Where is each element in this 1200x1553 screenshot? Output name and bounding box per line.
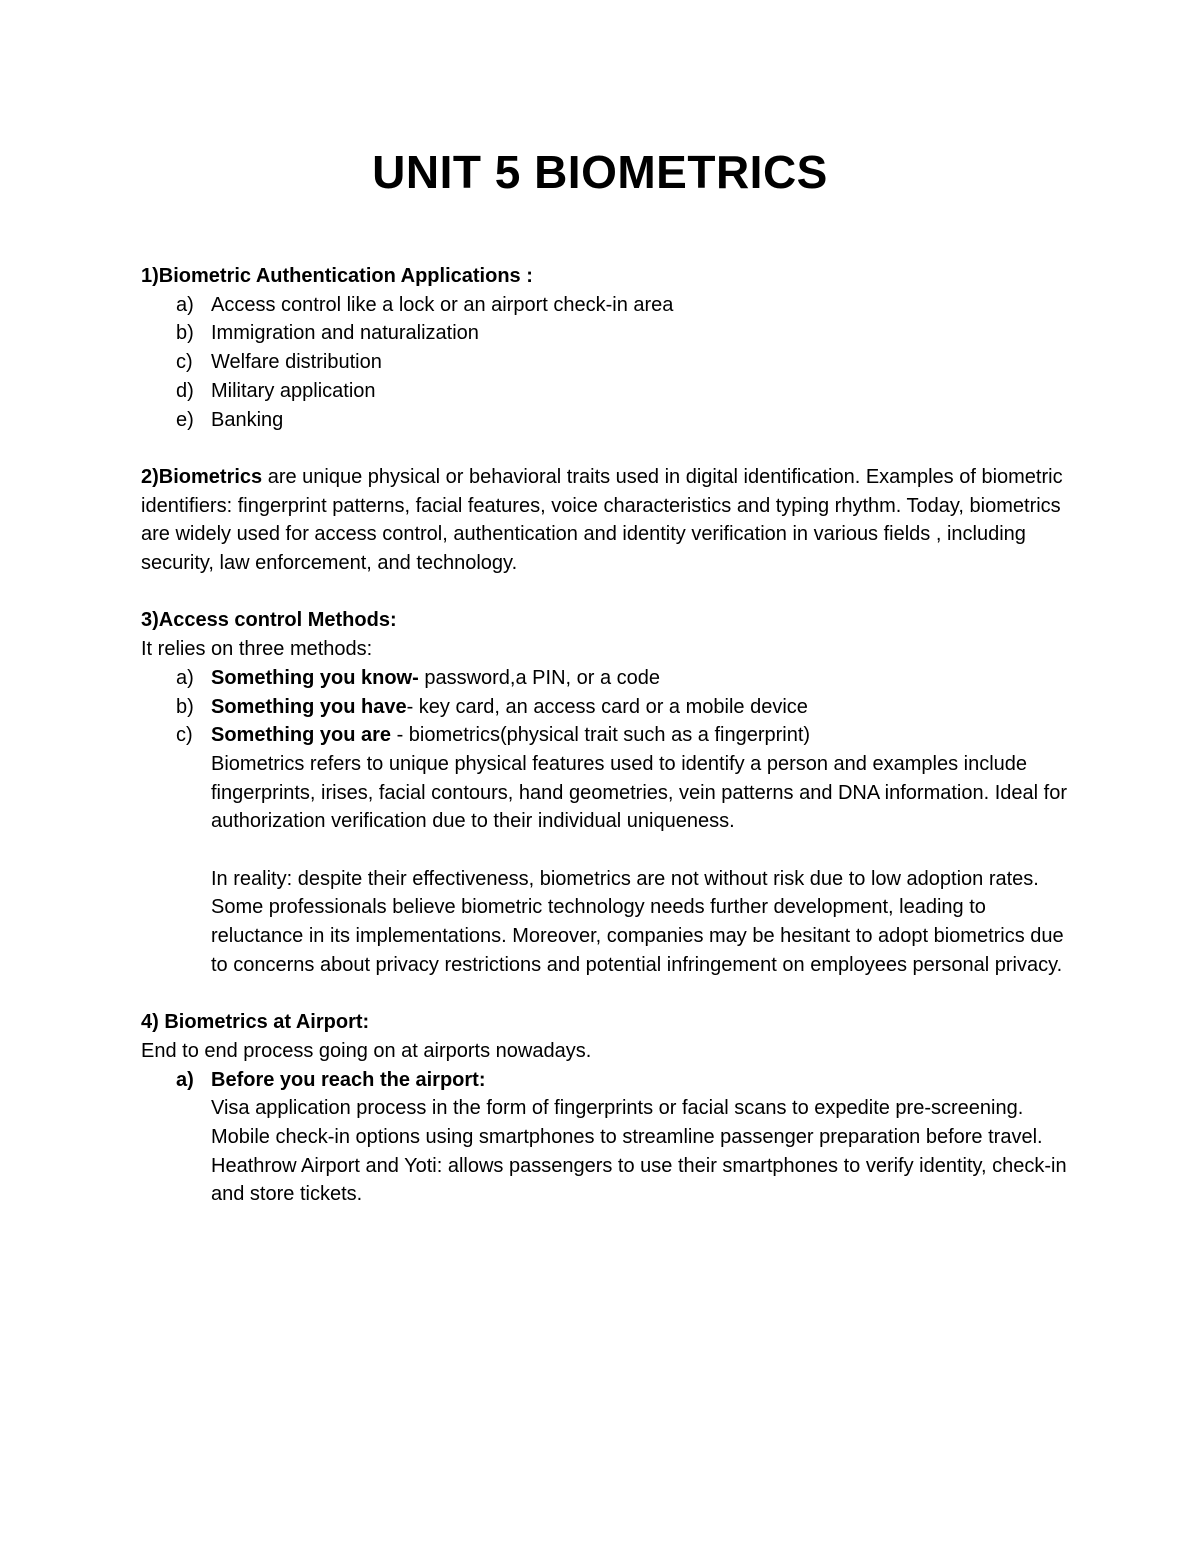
list-marker: b) <box>176 322 194 345</box>
list-marker: b) <box>176 695 194 718</box>
method-detail: - biometrics(physical trait such as a fingerprint) <box>391 724 811 747</box>
biometrics-paragraph: Biometrics refers to unique physical features used to identify a person and examples include fingerprints, irises, facial contours, hand geometries, vein patterns and DNA information. Ideal for authorization verification due to their individual uniqueness. <box>211 752 1067 833</box>
section-heading: 1)Biometric Authentication Applications : <box>141 265 533 287</box>
method-detail: password,a PIN, or a code <box>418 666 661 689</box>
item-line: Mobile check-in options using smartphones to streamline passenger preparation before travel. <box>211 1126 1043 1149</box>
list-marker: a) <box>176 293 194 316</box>
section-heading: 3)Access control Methods: <box>141 609 397 632</box>
method-name: Something you have <box>211 695 407 718</box>
item-heading: Before you reach the airport: <box>211 1068 486 1091</box>
list-marker: c) <box>176 351 193 374</box>
section-intro: End to end process going on at airports nowadays. <box>141 1039 592 1062</box>
method-detail: - key card, an access card or a mobile device <box>406 695 808 718</box>
list-item <box>141 406 1071 435</box>
reality-paragraph: In reality: despite their effectiveness, biometrics are not without risk due to low adoption rates. Some professionals believe biometric technology needs further development, leading to reluctance in its implementations. Moreover, companies may be hesitant to adopt biometrics due to concerns about privacy restrictions and potential infringement on employees personal privacy. <box>211 867 1064 976</box>
list-item-text: Military application <box>211 379 376 402</box>
paragraph-spacer <box>211 836 1071 865</box>
list-item-text: Banking <box>211 408 284 431</box>
methods-list <box>141 664 1071 980</box>
section-applications <box>141 262 1071 434</box>
applications-list <box>141 291 1071 435</box>
list-item <box>141 721 1071 979</box>
section-airport <box>141 1008 1071 1209</box>
list-item <box>141 291 1071 320</box>
definition-text: are unique physical or behavioral traits used in digital identification. Examples of biometric identifiers: fingerprint patterns, facial features, voice characteristics and typing rhythm. Today, biometrics are widely used for access control, authentication and identity verification in various fields , including security, law enforcement, and technology. <box>141 465 1063 575</box>
list-marker: c) <box>176 724 193 747</box>
list-marker: a) <box>176 666 194 689</box>
item-line: Heathrow Airport and Yoti: allows passengers to use their smartphones to verify identity, check-in and store tickets. <box>211 1154 1067 1206</box>
definition-lead: 2)Biometrics <box>141 465 263 488</box>
list-item <box>141 664 1071 693</box>
list-item-text: Welfare distribution <box>211 351 382 374</box>
definition-paragraph <box>141 463 1071 578</box>
document-title: UNIT 5 BIOMETRICS <box>372 146 828 198</box>
list-marker: d) <box>176 379 194 402</box>
list-item <box>141 348 1071 377</box>
list-item-text: Access control like a lock or an airport check-in area <box>211 293 674 316</box>
list-item <box>141 377 1071 406</box>
list-item-text <box>211 664 1071 693</box>
section-heading: 4) Biometrics at Airport: <box>141 1011 370 1034</box>
method-name: Something you know- <box>211 666 419 689</box>
list-item-text <box>211 1066 1071 1210</box>
section-definition <box>141 463 1071 578</box>
list-item-text <box>211 693 1071 722</box>
method-name: Something you are <box>211 724 392 747</box>
item-line: Visa application process in the form of fingerprints or facial scans to expedite pre-screening. <box>211 1097 1024 1120</box>
list-marker: e) <box>176 408 194 431</box>
list-item <box>141 1066 1071 1210</box>
list-item <box>141 319 1071 348</box>
document-body <box>141 262 1071 1238</box>
list-item <box>141 693 1071 722</box>
section-access-control <box>141 606 1071 979</box>
section-intro: It relies on three methods: <box>141 638 373 661</box>
list-item-text: Immigration and naturalization <box>211 322 479 345</box>
list-marker: a) <box>176 1068 194 1091</box>
list-item-text <box>211 721 1071 979</box>
airport-list <box>141 1066 1071 1210</box>
